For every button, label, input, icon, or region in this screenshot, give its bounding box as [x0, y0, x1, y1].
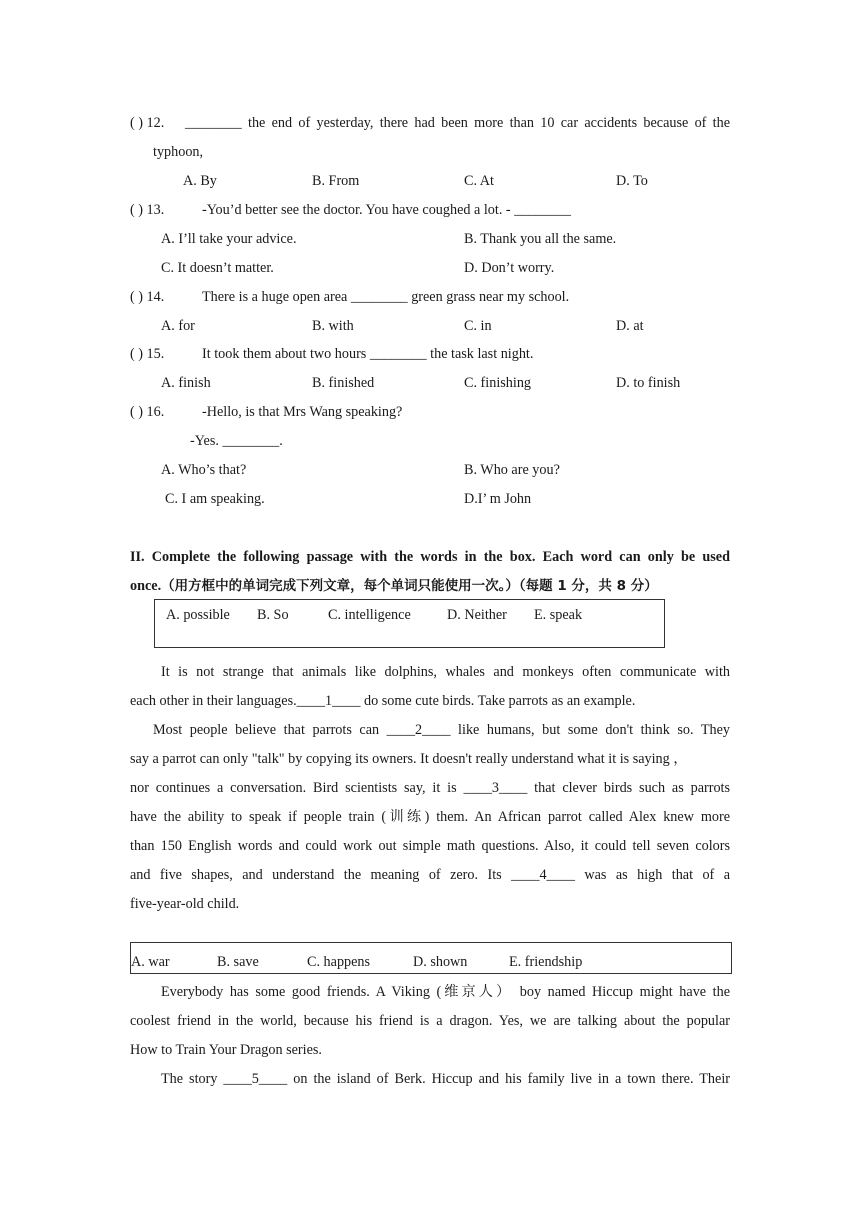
word-box-1-item: D. Neither	[447, 607, 507, 623]
word-box-1-item: A. possible	[166, 607, 230, 623]
option-14-a[interactable]: A. for	[161, 318, 195, 334]
option-13-b[interactable]: B. Thank you all the same.	[464, 231, 617, 247]
question-14-number: ( ) 14.	[130, 289, 165, 305]
passage-1-line: each other in their languages.____1____ do some cute birds. Take parrots as an example.	[130, 693, 636, 709]
passage-1-line: and five shapes, and understand the meaning of zero. Its ____4____ was as high that of a	[130, 867, 730, 883]
section-2-heading-cn: （用方框中的单词完成下列文章，每个单词只能使用一次。）（每题 1 分，共 8 分）	[161, 578, 658, 594]
option-13-a[interactable]: A. I’ll take your advice.	[161, 231, 297, 247]
passage-1-line: have the ability to speak if people train (训练) them. An African parrot called Alex knew more	[130, 809, 730, 825]
word-box-2-item: E. friendship	[509, 954, 583, 970]
option-15-d[interactable]: D. to finish	[616, 375, 681, 391]
question-12-number: ( ) 12.	[130, 115, 165, 131]
question-15-stem: It took them about two hours ________ the task last night.	[202, 346, 534, 362]
passage-1-line: five-year-old child.	[130, 896, 240, 912]
question-13-stem: -You’d better see the doctor. You have coughed a lot. - ________	[202, 202, 571, 218]
question-16-number: ( ) 16.	[130, 404, 165, 420]
question-14-stem: There is a huge open area ________ green grass near my school.	[202, 289, 570, 305]
option-16-a[interactable]: A. Who’s that?	[161, 462, 247, 478]
option-16-c[interactable]: C. I am speaking.	[165, 491, 265, 507]
passage-1-line: say a parrot can only "talk" by copying its owners. It doesn't really understand what it is saying ，	[130, 751, 688, 767]
passage-2-line: The story ____5____ on the island of Berk. Hiccup and his family live in a town there. Their	[161, 1071, 730, 1087]
option-12-c[interactable]: C. At	[464, 173, 494, 189]
option-16-b[interactable]: B. Who are you?	[464, 462, 560, 478]
word-box-1-item: E. speak	[534, 607, 583, 623]
word-box-1-item: C. intelligence	[328, 607, 411, 623]
question-16-stem: -Hello, is that Mrs Wang speaking?	[202, 404, 403, 420]
passage-2-line: How to Train Your Dragon series.	[130, 1042, 322, 1058]
section-2-heading-cont	[130, 577, 658, 595]
section-2-heading: II. Complete the following passage with the words in the box. Each word can only be used	[130, 549, 730, 565]
passage-1-line: Most people believe that parrots can ____2____ like humans, but some don't think so. They	[153, 722, 730, 738]
option-13-d[interactable]: D. Don’t worry.	[464, 260, 555, 276]
passage-1-line: nor continues a conversation. Bird scientists say, it is ____3____ that clever birds such as parrots	[130, 780, 730, 796]
option-16-d[interactable]: D.I’ m John	[464, 491, 532, 507]
option-12-a[interactable]: A. By	[183, 173, 217, 189]
option-14-c[interactable]: C. in	[464, 318, 492, 334]
question-13-number: ( ) 13.	[130, 202, 165, 218]
option-14-b[interactable]: B. with	[312, 318, 354, 334]
question-12-stem-cont: typhoon,	[153, 144, 204, 160]
question-16-stem-cont: -Yes. ________.	[190, 433, 283, 449]
word-box-2-item: B. save	[217, 954, 259, 970]
passage-1-line: It is not strange that animals like dolphins, whales and monkeys often communicate with	[161, 664, 730, 680]
option-15-c[interactable]: C. finishing	[464, 375, 532, 391]
option-13-c[interactable]: C. It doesn’t matter.	[161, 260, 274, 276]
passage-2-line: coolest friend in the world, because his friend is a dragon. Yes, we are talking about the popular	[130, 1013, 730, 1029]
word-box-2-item: C. happens	[307, 954, 371, 970]
word-box-2-item: D. shown	[413, 954, 468, 970]
question-12-stem: ________ the end of yesterday, there had been more than 10 car accidents because of the	[185, 115, 730, 131]
word-box-1-item: B. So	[257, 607, 289, 623]
option-12-b[interactable]: B. From	[312, 173, 360, 189]
option-15-b[interactable]: B. finished	[312, 375, 375, 391]
passage-2-line: Everybody has some good friends. A Viking (维京人） boy named Hiccup might have the	[161, 984, 730, 1000]
word-box-2-item: A. war	[131, 954, 170, 970]
option-12-d[interactable]: D. To	[616, 173, 648, 189]
passage-1-line: than 150 English words and could work out simple math questions. Also, it could tell seven colors	[130, 838, 730, 854]
option-14-d[interactable]: D. at	[616, 318, 644, 334]
question-15-number: ( ) 15.	[130, 346, 165, 362]
option-15-a[interactable]: A. finish	[161, 375, 211, 391]
section-2-heading-en: once.	[130, 578, 162, 594]
